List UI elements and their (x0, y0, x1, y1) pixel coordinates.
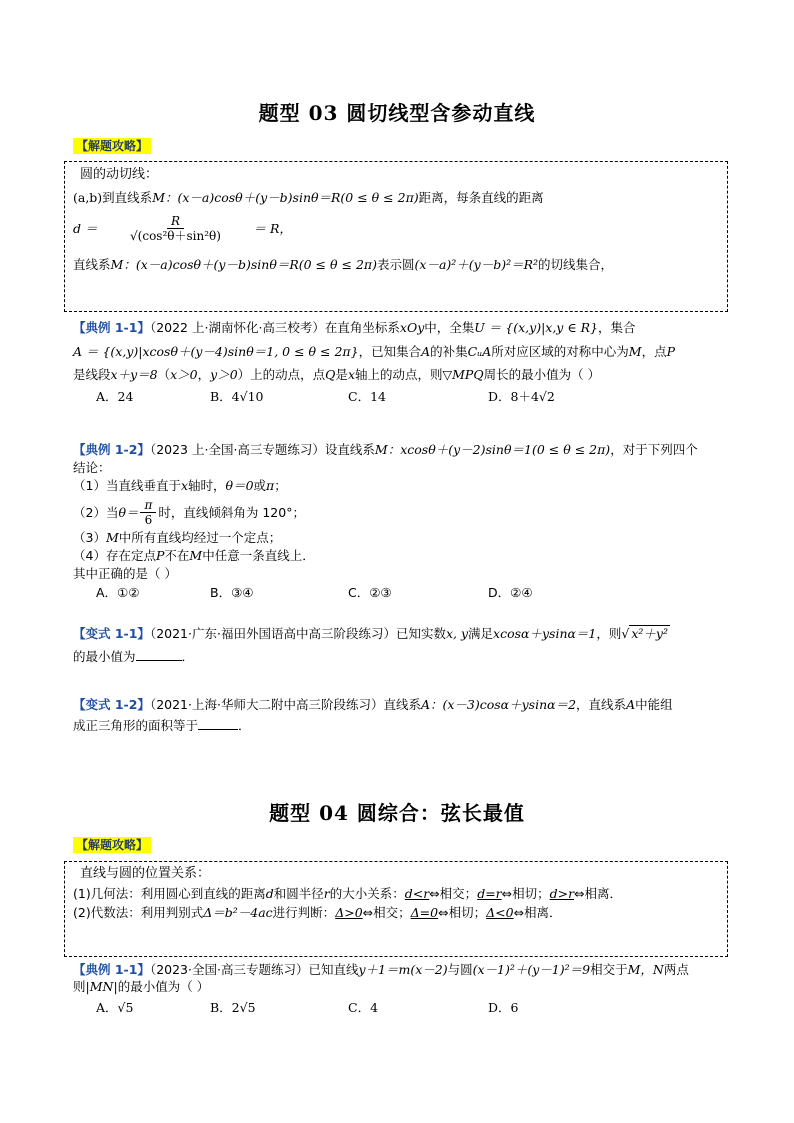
variant-1-1-line-1: 【变式 1-1】（2021·广东·福田外国语高中高三阶段练习）已知实数x, y满足xcosα＋ysinα＝1，则√ x²＋y² (73, 626, 669, 641)
option-c: C．4 (348, 1000, 379, 1015)
option-c: C．14 (348, 389, 386, 404)
example-1-2-item-2: （2）当 θ＝ $\frac{\pi}{6}$ 时，直线倾斜角为 120°； (73, 497, 305, 527)
example-1-2-line-2: 结论： (73, 460, 111, 475)
option-d: D．②④ (488, 585, 533, 600)
variant-1-2-line-1: 【变式 1-2】（2021·上海·华师大二附中高三阶段练习）直线系A：(x－3)cosα＋ysinα＝2，直线系A中能组 (73, 697, 673, 712)
option-a: A．24 (96, 389, 134, 404)
box-line-1: 直线与圆的位置关系： (80, 866, 211, 881)
answer-blank[interactable] (198, 717, 238, 730)
option-c: C．②③ (348, 585, 392, 600)
box-line-3-formula: d ＝ $\frac{R}{\text{√(cos²θ＋sin²θ)}}$ ＝ R， (73, 213, 292, 243)
strategy-tag: 【解题攻略】 (73, 837, 151, 853)
section-title: 题型 03 圆切线型含参动直线 (258, 101, 536, 125)
option-b: B．4√10 (210, 389, 264, 404)
answer-blank[interactable] (136, 648, 182, 661)
example-2-1-line-2: 则|MN|的最小值为（ ） (73, 979, 210, 994)
option-b: B．③④ (210, 585, 254, 600)
example-1-2-question: 其中正确的是（ ） (73, 566, 177, 581)
example-1-1-line-1: 【典例 1-1】（2022 上·湖南怀化·高三校考）在直角坐标系xOy中，全集U ＝ {(x,y)|x,y ∈ R}，集合 (73, 320, 636, 335)
example-2-1-line-1: 【典例 1-1】（2023·全国·高三专题练习）已知直线y＋1＝m(x－2)与圆(x－1)²＋(y－1)²＝9相交于M，N两点 (73, 962, 689, 977)
option-d: D．8＋4√2 (488, 389, 555, 404)
example-1-2-line-1: 【典例 1-2】（2023 上·全国·高三专题练习）设直线系M：xcosθ＋(y－2)sinθ＝1(0 ≤ θ ≤ 2π)，对于下列四个 (73, 442, 698, 457)
example-1-2-item-1: （1）当直线垂直于x轴时，θ＝0或π； (73, 478, 287, 493)
strategy-tag: 【解题攻略】 (73, 138, 151, 154)
box-line-2: (a,b)到直线系M：(x－a)cosθ＋(y－b)sinθ＝R(0 ≤ θ ≤ 2π)距离，每条直线的距离 (73, 190, 544, 205)
option-a: A．①② (96, 585, 140, 600)
box-line-1: 圆的动切线： (80, 167, 159, 182)
box-line-3: (2)代数法：利用判别式Δ＝b²－4ac进行判断：Δ>0⇔相交；Δ=0⇔相切；Δ<0⇔相离． (73, 905, 562, 920)
option-d: D．6 (488, 1000, 519, 1015)
box-line-4: 直线系M：(x－a)cosθ＋(y－b)sinθ＝R(0 ≤ θ ≤ 2π)表示圆(x－a)²＋(y－b)²＝R²的切线集合， (73, 257, 614, 272)
option-b: B．2√5 (210, 1000, 256, 1015)
example-1-1-line-3: 是线段x＋y＝8（x＞0，y＞0）上的动点，点Q是x轴上的动点，则▽MPQ周长的最小值为（ ） (73, 367, 601, 382)
box-line-2: (1)几何法：利用圆心到直线的距离d和圆半径r的大小关系：d<r⇔相交；d=r⇔相切；d>r⇔相离． (73, 886, 623, 901)
section-title: 题型 04 圆综合：弦长最值 (269, 801, 525, 825)
variant-1-2-line-2: 成正三角形的面积等于 ． (73, 718, 251, 733)
example-1-2-item-3: （3）M中所有直线均经过一个定点； (73, 530, 282, 545)
option-a: A．√5 (96, 1000, 134, 1015)
variant-1-1-line-2: 的最小值为 ． (73, 649, 195, 664)
example-1-2-item-4: （4）存在定点P不在M中任意一条直线上． (73, 548, 315, 563)
example-1-1-line-2: A ＝ {(x,y)|xcosθ＋(y－4)sinθ＝1, 0 ≤ θ ≤ 2π}，已知集合A的补集CᵤA所对应区域的对称中心为M，点P (73, 344, 675, 359)
